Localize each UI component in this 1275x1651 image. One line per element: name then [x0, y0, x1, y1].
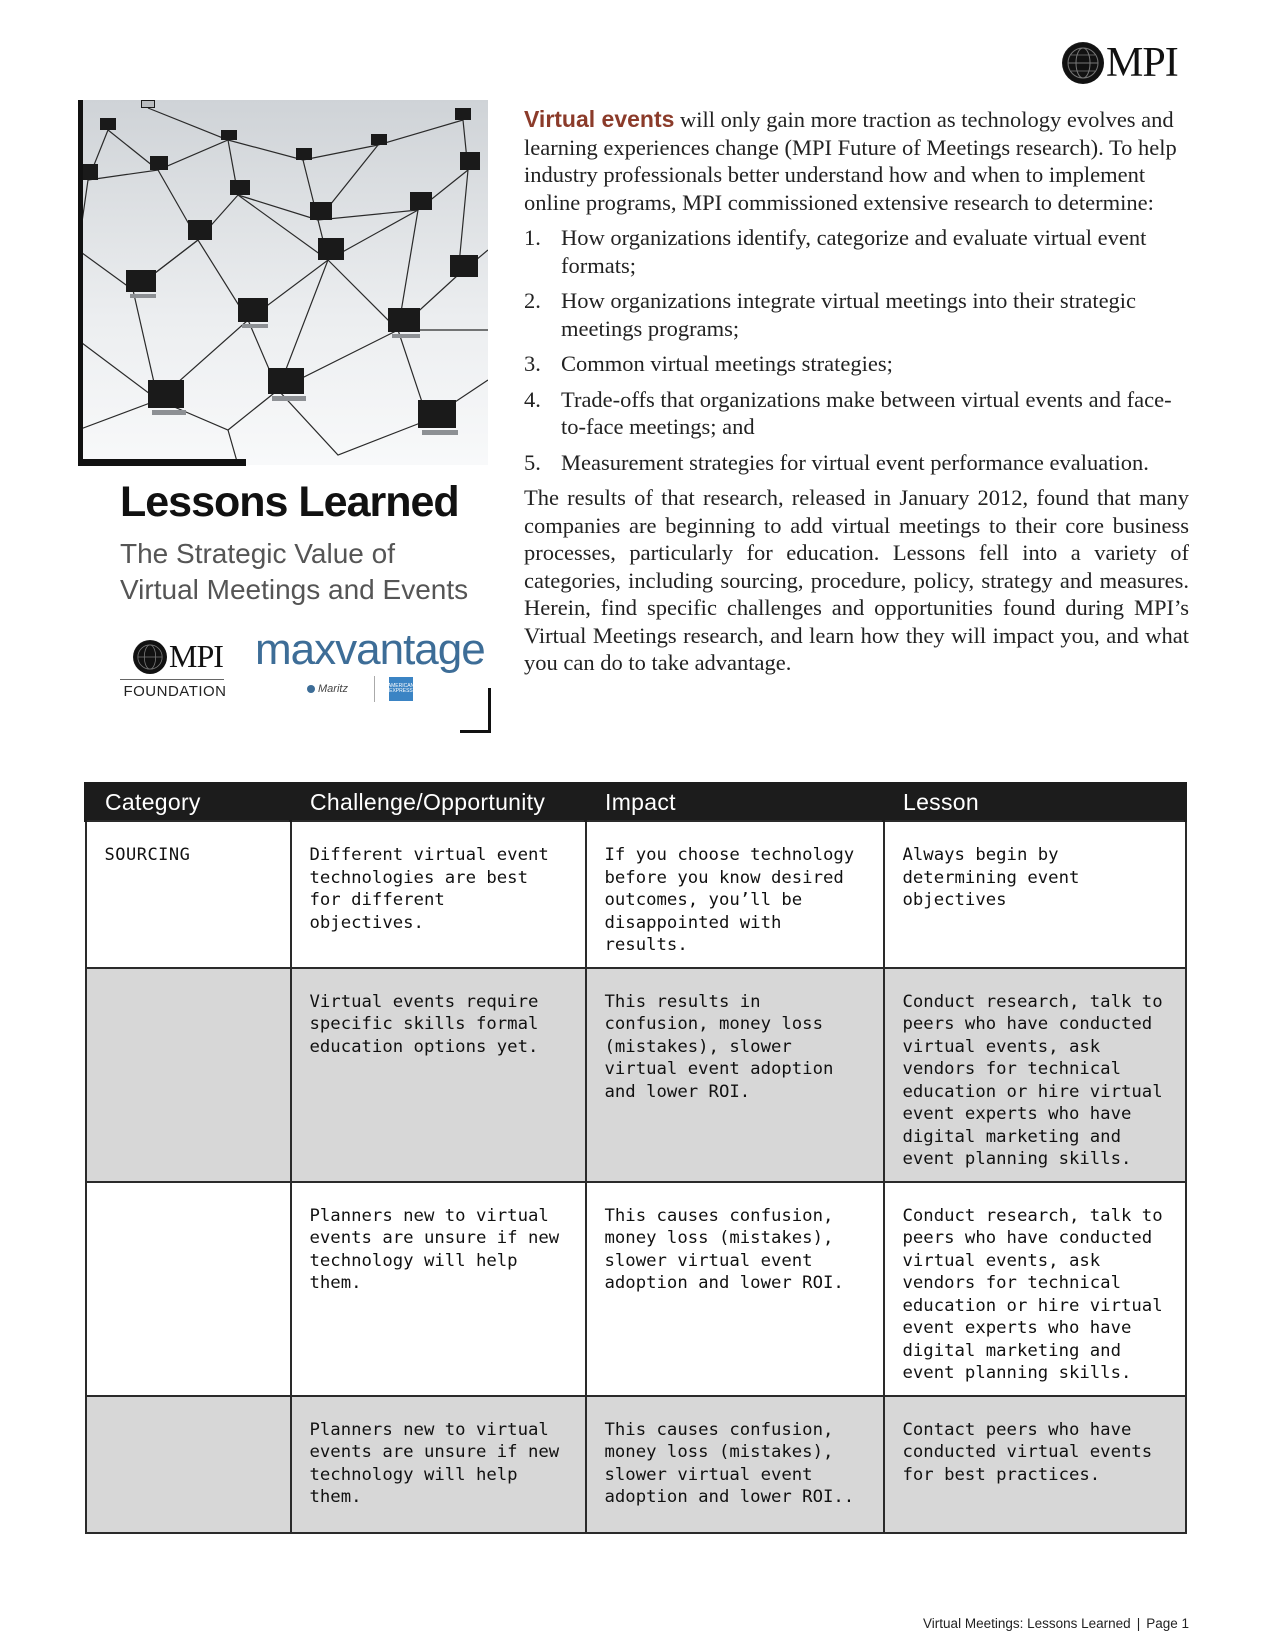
cell-category	[86, 968, 291, 1182]
lead-text: will only gain more traction as technology evolves and learning experiences change (MPI Future of Meetings research). To help industry professionals better understand how and when to implement online programs, MPI commissioned extensive research to determine:	[524, 107, 1177, 215]
hero-image	[78, 100, 488, 465]
intro-section	[524, 106, 1189, 677]
table-header-row	[86, 782, 1186, 821]
header-lesson: Lesson	[884, 782, 1186, 821]
lead-term: Virtual events	[524, 106, 675, 132]
cell-category	[86, 1182, 291, 1396]
footer-doc-title: Virtual Meetings: Lessons Learned	[923, 1616, 1131, 1631]
list-item	[524, 224, 1189, 279]
list-item	[524, 386, 1189, 441]
hero-image-border	[78, 100, 83, 466]
cell-impact: This results in confusion, money loss (mistakes), slower virtual event adoption and lower ROI.	[586, 968, 884, 1182]
mpi-logo-text: MPI	[1106, 40, 1178, 86]
list-number: 4.	[524, 386, 541, 412]
table-row	[86, 1396, 1186, 1533]
foundation-label: FOUNDATION	[123, 683, 227, 700]
footer-page-number: Page 1	[1146, 1616, 1189, 1631]
maxvantage-logo	[255, 625, 485, 703]
maritz-text: Maritz	[318, 683, 348, 695]
mpi-foundation-logo	[120, 638, 230, 704]
cell-challenge: Planners new to virtual events are unsure if new technology will help them.	[291, 1396, 586, 1533]
cell-category	[86, 1396, 291, 1533]
cell-lesson: Conduct research, talk to peers who have conducted virtual events, ask vendors for technical education or hire virtual event experts who have digital marketing and event planning skills.	[884, 968, 1186, 1182]
list-text: How organizations integrate virtual meetings into their strategic meetings programs;	[561, 288, 1137, 341]
maxvantage-wordmark: maxvantage	[255, 625, 485, 674]
list-item	[524, 287, 1189, 342]
networked-computers-image	[78, 100, 488, 465]
cell-challenge: Different virtual event technologies are best for different objectives.	[291, 821, 586, 968]
list-number: 5.	[524, 449, 541, 475]
cell-impact: If you choose technology before you know desired outcomes, you’ll be disappointed with results.	[586, 821, 884, 968]
mpi-foundation-logo-text: MPI	[169, 638, 223, 674]
subtitle-line-1: The Strategic Value of	[120, 538, 395, 569]
partner-divider	[374, 676, 375, 702]
header-impact: Impact	[586, 782, 884, 821]
mpi-logo	[1062, 40, 1182, 86]
cell-category: SOURCING	[86, 821, 291, 968]
list-text: How organizations identify, categorize and evaluate virtual event formats;	[561, 225, 1147, 278]
table-row	[86, 1182, 1186, 1396]
intro-paragraph	[524, 106, 1189, 216]
header-challenge: Challenge/Opportunity	[291, 782, 586, 821]
amex-text: AMERICAN EXPRESS	[387, 683, 415, 694]
page-footer	[923, 1616, 1189, 1631]
page-title: Lessons Learned	[120, 478, 459, 526]
table-row	[86, 968, 1186, 1182]
maritz-logo	[307, 683, 348, 695]
results-paragraph: The results of that research, released in January 2012, found that many companies are beginning to add virtual meetings to their core business processes, particularly for education. Lessons fell into a variety of categories, including sourcing, procedure, policy, strategy and measures. Herein, find specific challenges and opportunities found during MPI’s Virtual Meetings research, and learn how they will impact you, and what you can do to take advantage.	[524, 485, 1189, 675]
subtitle-line-2: Virtual Meetings and Events	[120, 574, 469, 605]
list-item	[524, 350, 1189, 378]
foundation-divider	[120, 679, 224, 680]
cell-challenge: Planners new to virtual events are unsure if new technology will help them.	[291, 1182, 586, 1396]
list-item	[524, 449, 1189, 477]
list-number: 1.	[524, 225, 541, 250]
amex-logo	[389, 677, 413, 701]
table-row	[86, 821, 1186, 968]
list-number: 2.	[524, 288, 541, 313]
cell-lesson: Contact peers who have conducted virtual events for best practices.	[884, 1396, 1186, 1533]
lessons-table	[84, 782, 1187, 1534]
list-text: Trade-offs that organizations make between virtual events and face-to-face meetings; and	[561, 386, 1172, 439]
partner-logos	[307, 676, 475, 702]
list-text: Common virtual meetings strategies;	[561, 351, 893, 376]
maritz-dot-icon	[307, 685, 315, 693]
page-subtitle	[120, 536, 500, 608]
cell-challenge: Virtual events require specific skills formal education options yet.	[291, 968, 586, 1182]
list-number: 3.	[524, 351, 541, 376]
globe-icon	[1062, 42, 1104, 84]
footer-separator: |	[1136, 1616, 1141, 1631]
cell-impact: This causes confusion, money loss (mistakes), slower virtual event adoption and lower ROI.	[586, 1182, 884, 1396]
globe-icon	[133, 640, 167, 674]
research-objectives-list	[524, 224, 1189, 476]
cell-lesson: Always begin by determining event objectives	[884, 821, 1186, 968]
cell-lesson: Conduct research, talk to peers who have conducted virtual events, ask vendors for technical education or hire virtual event experts who have digital marketing and event planning skills.	[884, 1182, 1186, 1396]
hero-image-underline	[78, 459, 246, 466]
list-text: Measurement strategies for virtual event performance evaluation.	[561, 449, 1149, 475]
header-category: Category	[86, 782, 291, 821]
cell-impact: This causes confusion, money loss (mistakes), slower virtual event adoption and lower ROI..	[586, 1396, 884, 1533]
